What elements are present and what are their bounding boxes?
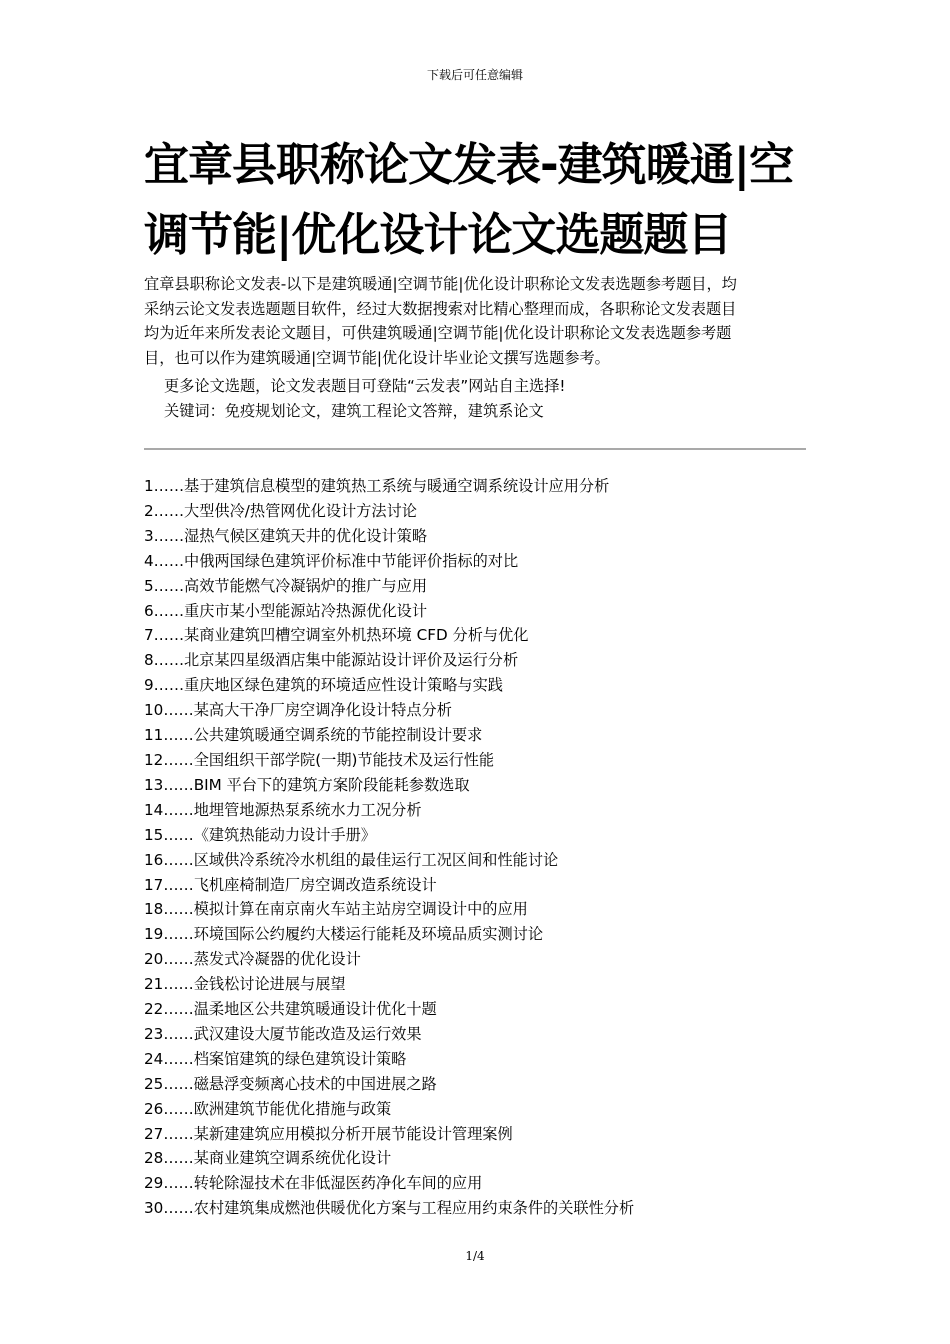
section-divider bbox=[144, 448, 806, 450]
topic-item: 30……农村建筑集成燃池供暖优化方案与工程应用约束条件的关联性分析 bbox=[144, 1199, 635, 1218]
topic-item: 27……某新建建筑应用模拟分析开展节能设计管理案例 bbox=[144, 1124, 513, 1143]
topic-list bbox=[144, 474, 806, 1221]
topic-item: 4……中俄两国绿色建筑评价标准中节能评价指标的对比 bbox=[144, 551, 519, 570]
topic-item: 22……温柔地区公共建筑暖通设计优化十题 bbox=[144, 1000, 437, 1019]
intro-paragraph bbox=[144, 272, 806, 370]
keywords-line: 关键词：免疫规划论文，建筑工程论文答辩，建筑系论文 bbox=[164, 402, 544, 420]
topic-item: 19……环境国际公约履约大楼运行能耗及环境品质实测讨论 bbox=[144, 925, 544, 944]
intro-line: 目，也可以作为建筑暖通|空调节能|优化设计毕业论文撰写选题参考。 bbox=[144, 348, 610, 367]
topic-item: 13……BIM 平台下的建筑方案阶段能耗参数选取 bbox=[144, 775, 470, 794]
topic-item: 11……公共建筑暖通空调系统的节能控制设计要求 bbox=[144, 726, 483, 745]
topic-item: 7……某商业建筑凹槽空调室外机热环境 CFD 分析与优化 bbox=[144, 626, 529, 645]
topic-item: 12……全国组织干部学院(一期)节能技术及运行性能 bbox=[144, 750, 495, 769]
topic-item: 26……欧洲建筑节能优化措施与政策 bbox=[144, 1099, 392, 1118]
document-title: 宜章县职称论文发表-建筑暖通|空调节能|优化设计论文选题题目 bbox=[144, 138, 794, 261]
intro-line: 采纳云论文发表选题题目软件，经过大数据搜索对比精心整理而成，各职称论文发表题目 bbox=[144, 299, 737, 318]
topic-item: 14……地埋管地源热泵系统水力工况分析 bbox=[144, 800, 422, 819]
intro-line: 宜章县职称论文发表-以下是建筑暖通|空调节能|优化设计职称论文发表选题参考题目，均 bbox=[144, 275, 737, 293]
topic-item: 15……《建筑热能动力设计手册》 bbox=[144, 825, 376, 844]
page-number: 1/4 bbox=[465, 1249, 485, 1263]
topic-item: 2……大型供冷/热管网优化设计方法讨论 bbox=[144, 501, 417, 520]
intro-line: 均为近年来所发表论文题目，可供建筑暖通|空调节能|优化设计职称论文发表选题参考题 bbox=[144, 324, 732, 342]
topic-item: 24……档案馆建筑的绿色建筑设计策略 bbox=[144, 1049, 407, 1068]
topic-item: 18……模拟计算在南京南火车站主站房空调设计中的应用 bbox=[144, 900, 528, 919]
topic-item: 17……飞机座椅制造厂房空调改造系统设计 bbox=[144, 875, 437, 894]
topic-item: 5……高效节能燃气冷凝锅炉的推广与应用 bbox=[144, 576, 428, 595]
topic-item: 20……蒸发式冷凝器的优化设计 bbox=[144, 950, 361, 969]
header-note: 下载后可任意编辑 bbox=[426, 68, 523, 82]
topic-item: 1……基于建筑信息模型的建筑热工系统与暖通空调系统设计应用分析 bbox=[144, 477, 610, 495]
more-topics-note: 更多论文选题，论文发表题目可登陆“云发表”网站自主选择! bbox=[164, 377, 566, 395]
topic-item: 10……某高大干净厂房空调净化设计特点分析 bbox=[144, 701, 452, 720]
topic-item: 3……湿热气候区建筑天井的优化设计策略 bbox=[144, 526, 428, 545]
topic-item: 21……金钱松讨论进展与展望 bbox=[144, 975, 346, 994]
topic-item: 28……某商业建筑空调系统优化设计 bbox=[144, 1149, 392, 1168]
topic-item: 25……磁悬浮变频离心技术的中国进展之路 bbox=[144, 1074, 437, 1093]
topic-item: 9……重庆地区绿色建筑的环境适应性设计策略与实践 bbox=[144, 676, 503, 695]
topic-item: 6……重庆市某小型能源站冷热源优化设计 bbox=[144, 601, 428, 620]
topic-item: 8……北京某四星级酒店集中能源站设计评价及运行分析 bbox=[144, 651, 519, 670]
topic-item: 23……武汉建设大厦节能改造及运行效果 bbox=[144, 1024, 422, 1043]
topic-item: 29……转轮除湿技术在非低湿医药净化车间的应用 bbox=[144, 1174, 483, 1193]
topic-item: 16……区域供冷系统冷水机组的最佳运行工况区间和性能讨论 bbox=[144, 850, 559, 869]
